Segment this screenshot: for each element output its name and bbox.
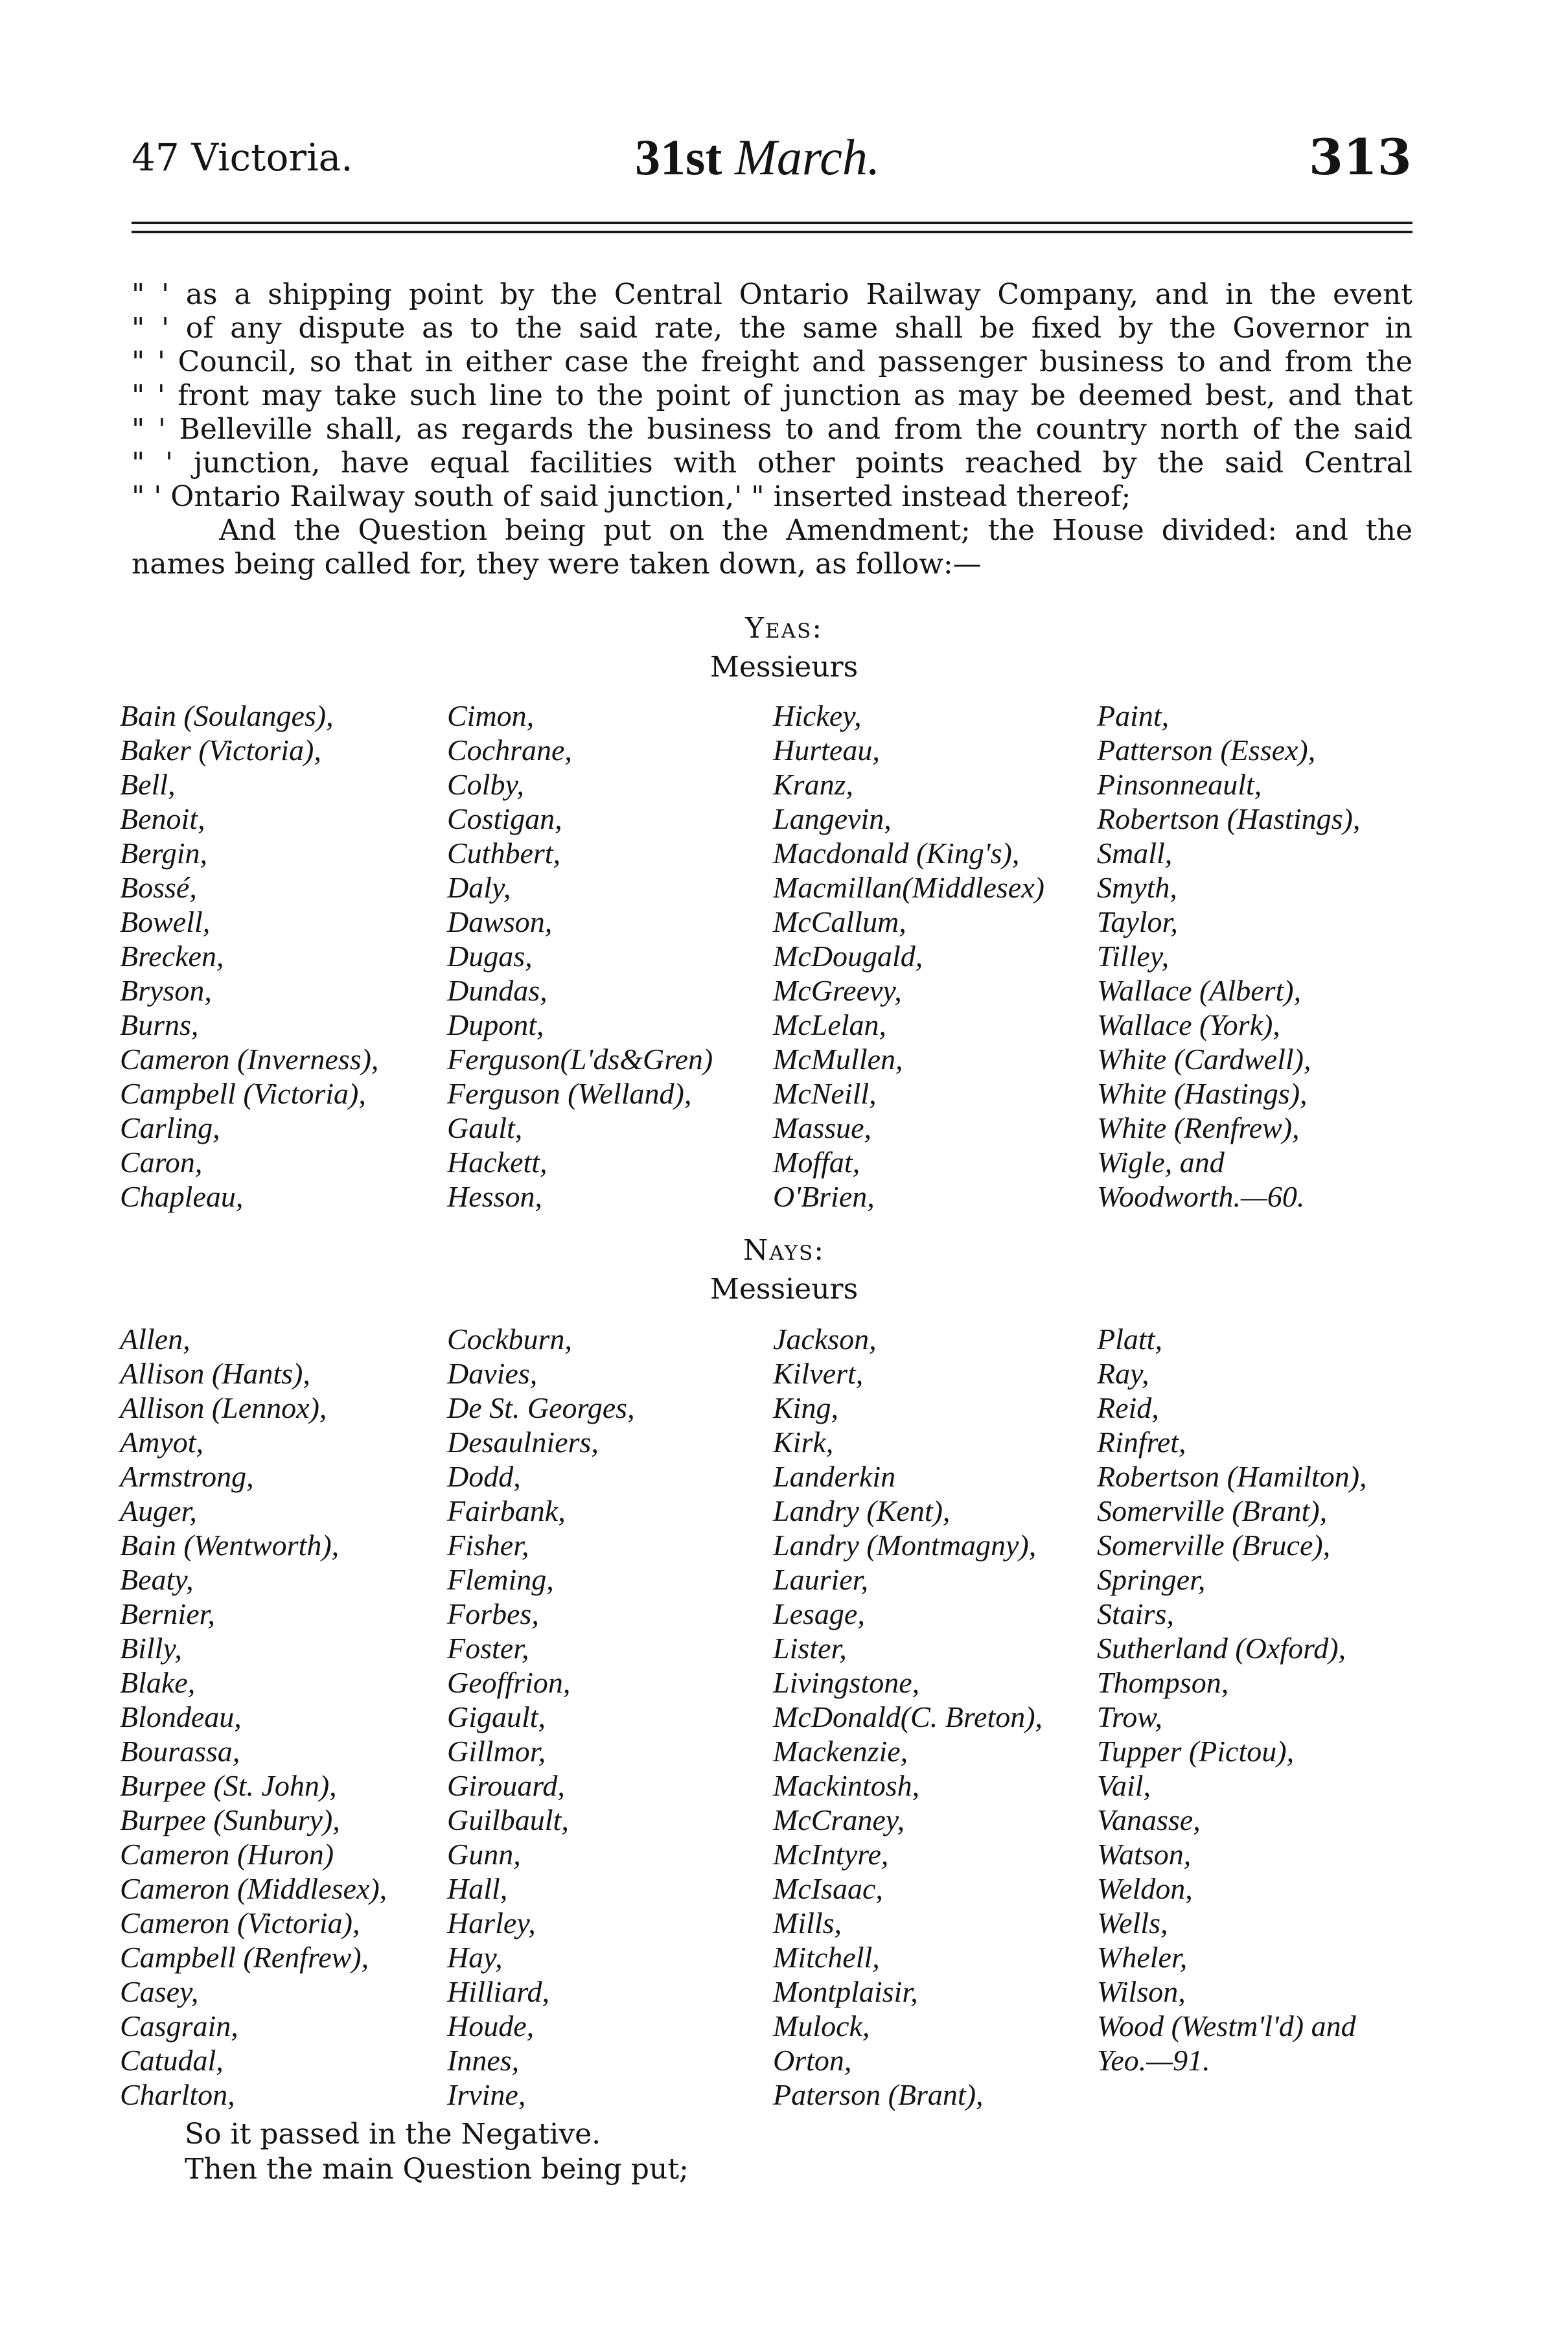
member-name: Wigle, and [1097, 1146, 1225, 1179]
member-name: Campbell (Victoria), [120, 1077, 366, 1110]
member-name: Gigault, [447, 1700, 546, 1733]
member-name: Langevin, [773, 802, 892, 835]
member-name: Rinfret, [1097, 1426, 1186, 1459]
member-name: Casgrain, [120, 2009, 238, 2042]
nays-column-2 [447, 1322, 635, 2112]
member-name: Cochrane, [447, 734, 572, 767]
member-name: Livingstone, [773, 1666, 920, 1699]
member-name: Robertson (Hamilton), [1097, 1460, 1367, 1493]
member-name: Bourassa, [120, 1735, 240, 1768]
member-name: Springer, [1097, 1563, 1206, 1596]
member-name: Burpee (St. John), [120, 1769, 337, 1802]
header-rule-bottom [132, 231, 1412, 233]
member-name: Dugas, [447, 940, 533, 973]
main-question-line: Then the main Question being put; [185, 2153, 689, 2186]
member-name: Houde, [447, 2009, 535, 2042]
member-name: Hall, [447, 1872, 508, 1905]
member-name: Daly, [447, 871, 511, 904]
member-name: Small, [1097, 837, 1173, 870]
member-name: Laurier, [773, 1563, 868, 1596]
member-name: McIntyre, [773, 1838, 889, 1871]
date-day: 31st [635, 129, 722, 185]
page-number: 313 [1309, 128, 1412, 186]
member-name: Pinsonneault, [1097, 768, 1262, 801]
member-name: White (Hastings), [1097, 1077, 1308, 1110]
member-name: Ferguson(L'ds&Gren) [447, 1043, 713, 1076]
intro-line: names being called for, they were taken down, as follow:— [132, 548, 982, 581]
nays-column-1 [120, 1322, 387, 2112]
member-name: Hilliard, [447, 1975, 550, 2008]
member-name: Bowell, [120, 905, 211, 938]
member-name: Davies, [447, 1357, 538, 1390]
member-name: Landry (Montmagny), [773, 1529, 1037, 1562]
member-name: Lesage, [773, 1597, 865, 1630]
member-name: Landry (Kent), [773, 1494, 951, 1527]
member-name: Yeo.—91. [1097, 2044, 1210, 2077]
member-name: Woodworth.—60. [1097, 1180, 1305, 1213]
member-name: Moffat, [773, 1146, 860, 1179]
member-name: Burpee (Sunbury), [120, 1803, 340, 1836]
member-name: Vail, [1097, 1769, 1151, 1802]
member-name: Wheler, [1097, 1941, 1188, 1974]
member-name: Gault, [447, 1111, 523, 1144]
intro-line: " ' as a shipping point by the Central Ontario Railway Company, and in the event [132, 278, 1412, 311]
member-name: Montplaisir, [773, 1975, 918, 2008]
intro-line: " ' junction, have equal facilities with other points reached by the said Central [132, 446, 1412, 480]
member-name: Kirk, [773, 1426, 834, 1459]
member-name: Harley, [447, 1906, 536, 1939]
yeas-subheading: Messieurs [709, 651, 859, 684]
nays-subheading: Messieurs [709, 1273, 859, 1306]
member-name: Mitchell, [773, 1941, 880, 1974]
member-name: Blondeau, [120, 1700, 242, 1733]
nays-heading: Nays: [743, 1234, 825, 1267]
member-name: Hurteau, [773, 734, 880, 767]
member-name: Caron, [120, 1146, 203, 1179]
member-name: Carling, [120, 1111, 220, 1144]
member-name: Blake, [120, 1666, 196, 1699]
member-name: Macdonald (King's), [773, 837, 1020, 870]
member-name: Massue, [773, 1111, 872, 1144]
member-name: Platt, [1097, 1323, 1162, 1356]
member-name: King, [773, 1391, 838, 1424]
member-name: Fairbank, [447, 1494, 566, 1527]
member-name: Paint, [1097, 699, 1170, 732]
member-name: McMullen, [773, 1043, 903, 1076]
member-name: Ferguson (Welland), [447, 1077, 692, 1110]
member-name: Wallace (Albert), [1097, 974, 1302, 1007]
yeas-column-3 [773, 699, 1044, 1214]
member-name: White (Renfrew), [1097, 1111, 1300, 1144]
date-month: March. [734, 129, 881, 185]
member-name: Stairs, [1097, 1597, 1174, 1630]
member-name: Fisher, [447, 1529, 529, 1562]
member-name: Girouard, [447, 1769, 565, 1802]
member-name: Gunn, [447, 1838, 521, 1871]
intro-line: " ' front may take such line to the point of junction as may be deemed best, and that [132, 379, 1412, 412]
member-name: Reid, [1097, 1391, 1159, 1424]
member-name: Baker (Victoria), [120, 734, 321, 767]
member-name: Mills, [773, 1906, 842, 1939]
member-name: Chapleau, [120, 1180, 244, 1213]
member-name: Guilbault, [447, 1803, 569, 1836]
member-name: Watson, [1097, 1838, 1192, 1871]
member-name: Cameron (Huron) [120, 1838, 334, 1871]
member-name: Billy, [120, 1632, 182, 1665]
member-name: Bernier, [120, 1597, 215, 1630]
member-name: Dundas, [447, 974, 548, 1007]
member-name: Bryson, [120, 974, 212, 1007]
member-name: Orton, [773, 2044, 852, 2077]
member-name: Sutherland (Oxford), [1097, 1632, 1346, 1665]
member-name: Mackintosh, [773, 1769, 920, 1802]
member-name: Bain (Soulanges), [120, 699, 334, 732]
member-name: Mulock, [773, 2009, 870, 2042]
member-name: Ray, [1097, 1357, 1149, 1390]
member-name: Cimon, [447, 699, 535, 732]
yeas-column-2 [447, 699, 713, 1214]
member-name: Armstrong, [120, 1460, 254, 1493]
member-name: Cameron (Victoria), [120, 1906, 360, 1939]
member-name: Allison (Lennox), [120, 1391, 327, 1424]
member-name: Somerville (Bruce), [1097, 1529, 1331, 1562]
member-name: Dupont, [447, 1008, 544, 1041]
member-name: Beaty, [120, 1563, 194, 1596]
member-name: Mackenzie, [773, 1735, 908, 1768]
member-name: Colby, [447, 768, 524, 801]
intro-line: " ' Council, so that in either case the freight and passenger business to and from the [132, 345, 1412, 378]
member-name: Costigan, [447, 802, 562, 835]
member-name: Robertson (Hastings), [1097, 802, 1361, 835]
member-name: Jackson, [773, 1323, 877, 1356]
member-name: McDougald, [773, 940, 923, 973]
member-name: Landerkin [773, 1460, 896, 1493]
member-name: Forbes, [447, 1597, 539, 1630]
member-name: Foster, [447, 1632, 529, 1665]
member-name: Patterson (Essex), [1097, 734, 1316, 767]
yeas-heading: Yeas: [744, 612, 824, 645]
nays-column-3 [773, 1322, 1043, 2112]
member-name: Weldon, [1097, 1872, 1193, 1905]
member-name: Paterson (Brant), [773, 2078, 984, 2111]
member-name: Tupper (Pictou), [1097, 1735, 1295, 1768]
member-name: Desaulniers, [447, 1426, 599, 1459]
member-name: Hay, [447, 1941, 503, 1974]
member-name: Campbell (Renfrew), [120, 1941, 369, 1974]
member-name: Trow, [1097, 1700, 1163, 1733]
member-name: Fleming, [447, 1563, 554, 1596]
member-name: Cuthbert, [447, 837, 561, 870]
member-name: Auger, [120, 1494, 197, 1527]
header-rule-top [132, 222, 1412, 224]
nays-column-4 [1097, 1322, 1367, 2077]
member-name: Smyth, [1097, 871, 1177, 904]
member-name: Lister, [773, 1632, 847, 1665]
member-name: O'Brien, [773, 1180, 875, 1213]
member-name: Kranz, [773, 768, 853, 801]
member-name: Hackett, [447, 1146, 548, 1179]
member-name: Geoffrion, [447, 1666, 571, 1699]
member-name: Amyot, [120, 1426, 204, 1459]
member-name: Taylor, [1097, 905, 1178, 938]
member-name: Gillmor, [447, 1735, 546, 1768]
member-name: Dodd, [447, 1460, 521, 1493]
member-name: Cockburn, [447, 1323, 572, 1356]
member-name: Macmillan(Middlesex) [773, 871, 1044, 904]
yeas-column-4 [1097, 699, 1360, 1214]
member-name: McNeill, [773, 1077, 877, 1110]
member-name: Dawson, [447, 905, 553, 938]
member-name: Hickey, [773, 699, 862, 732]
member-name: McDonald(C. Breton), [773, 1700, 1043, 1733]
member-name: Wilson, [1097, 1975, 1186, 2008]
member-name: Innes, [447, 2044, 520, 2077]
member-name: McCraney, [773, 1803, 905, 1836]
member-name: De St. Georges, [447, 1391, 635, 1424]
member-name: Tilley, [1097, 940, 1170, 973]
member-name: Vanasse, [1097, 1803, 1201, 1836]
intro-line: " ' Ontario Railway south of said junction,' " inserted instead thereof; [132, 480, 1131, 513]
member-name: Allen, [120, 1323, 190, 1356]
intro-line: " ' Belleville shall, as regards the business to and from the country north of the said [132, 413, 1412, 446]
member-name: Bossé, [120, 871, 197, 904]
member-name: Thompson, [1097, 1666, 1229, 1699]
member-name: Casey, [120, 1975, 199, 2008]
running-head-left: 47 Victoria. [132, 135, 353, 179]
member-name: McCallum, [773, 905, 906, 938]
result-line: So it passed in the Negative. [185, 2118, 601, 2151]
member-name: Burns, [120, 1008, 199, 1041]
member-name: Charlton, [120, 2078, 235, 2111]
member-name: Cameron (Inverness), [120, 1043, 379, 1076]
member-name: Hesson, [447, 1180, 542, 1213]
member-name: Wells, [1097, 1906, 1168, 1939]
member-name: Bergin, [120, 837, 207, 870]
running-head-date [635, 122, 880, 193]
member-name: McGreevy, [773, 974, 902, 1007]
yeas-column-1 [120, 699, 378, 1214]
member-name: McLelan, [773, 1008, 887, 1041]
member-name: Benoit, [120, 802, 205, 835]
intro-line: And the Question being put on the Amendment; the House divided: and the [132, 514, 1412, 547]
member-name: Wallace (York), [1097, 1008, 1280, 1041]
member-name: Bell, [120, 768, 176, 801]
member-name: Cameron (Middlesex), [120, 1872, 387, 1905]
member-name: White (Cardwell), [1097, 1043, 1311, 1076]
member-name: Catudal, [120, 2044, 224, 2077]
member-name: Irvine, [447, 2078, 526, 2111]
member-name: Wood (Westm'l'd) and [1097, 2009, 1356, 2042]
member-name: McIsaac, [773, 1872, 883, 1905]
member-name: Somerville (Brant), [1097, 1494, 1328, 1527]
member-name: Allison (Hants), [120, 1357, 310, 1390]
member-name: Brecken, [120, 940, 224, 973]
intro-line: " ' of any dispute as to the said rate, the same shall be fixed by the Governor in [132, 312, 1412, 345]
member-name: Bain (Wentworth), [120, 1529, 340, 1562]
member-name: Kilvert, [773, 1357, 864, 1390]
